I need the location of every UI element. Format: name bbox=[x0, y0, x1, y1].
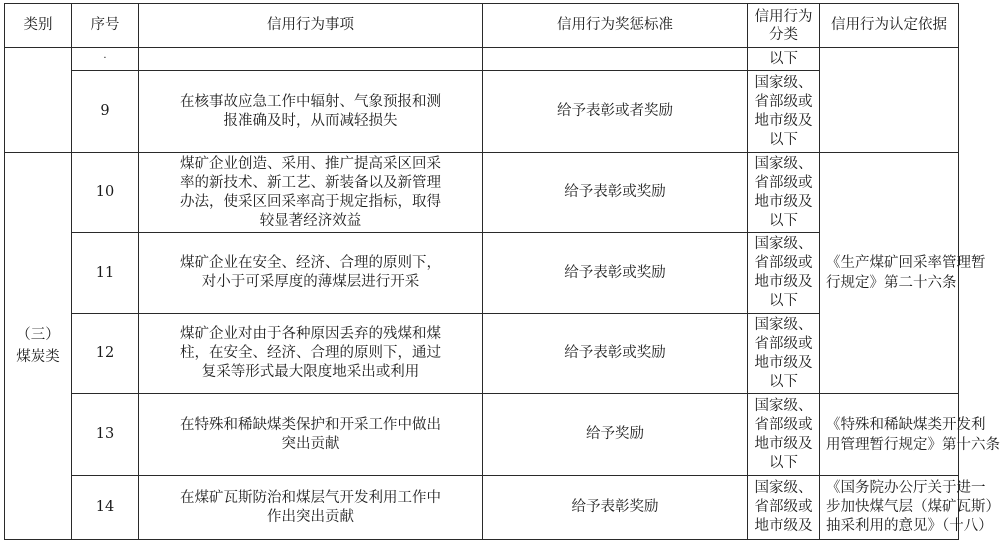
basis-cell-special: 《特殊和稀缺煤类开发利 用管理暂行规定》第十六条 bbox=[820, 394, 959, 476]
item-cell: 煤矿企业对由于各种原因丢弃的残煤和煤 柱，在安全、经济、合理的原则下，通过 复采等形式最大限度地采出或利用 bbox=[139, 314, 483, 394]
header-category: 类别 bbox=[5, 4, 72, 48]
level-cell: 国家级、 省部级或 地市级及 以下 bbox=[748, 153, 820, 233]
seq-cell: 13 bbox=[72, 394, 139, 476]
table-row bbox=[5, 71, 959, 153]
header-basis: 信用行为认定依据 bbox=[820, 4, 959, 48]
seq-cell: 9 bbox=[72, 71, 139, 153]
header-level: 信用行为 分类 bbox=[748, 4, 820, 48]
level-cell: 国家级、 省部级或 地市级及 以下 bbox=[748, 233, 820, 314]
seq-cell: · bbox=[72, 48, 139, 71]
level-cell: 国家级、 省部级或 地市级及 以下 bbox=[748, 394, 820, 476]
level-cell: 国家级、 省部级或 地市级及 bbox=[748, 476, 820, 540]
table-row bbox=[5, 48, 959, 71]
level-cell: 以下 bbox=[748, 48, 820, 71]
table-row bbox=[5, 314, 959, 394]
item-cell bbox=[139, 48, 483, 71]
table-row bbox=[5, 394, 959, 476]
item-cell: 煤矿企业创造、采用、推广提高采区回采 率的新技术、新工艺、新装备以及新管理 办法，使采区回采率高于规定指标，取得 较显著经济效益 bbox=[139, 153, 483, 233]
standard-cell: 给予奖励 bbox=[483, 394, 748, 476]
item-cell: 在核事故应急工作中辐射、气象预报和测 报准确及时，从而减轻损失 bbox=[139, 71, 483, 153]
level-cell: 国家级、 省部级或 地市级及 以下 bbox=[748, 71, 820, 153]
credit-behavior-table bbox=[4, 3, 1000, 540]
standard-cell: 给予表彰或者奖励 bbox=[483, 71, 748, 153]
table-row bbox=[5, 233, 959, 314]
basis-cell-recovery: 《生产煤矿回采率管理暂 行规定》第二十六条 bbox=[820, 153, 959, 394]
basis-cell-gas: 《国务院办公厅关于进一 步加快煤气层（煤矿瓦斯） 抽采利用的意见》（十八） bbox=[820, 476, 959, 540]
header-standard: 信用行为奖惩标准 bbox=[483, 4, 748, 48]
category-cell-coal: （三） 煤炭类 bbox=[5, 153, 72, 540]
category-cell-prev bbox=[5, 48, 72, 153]
standard-cell bbox=[483, 48, 748, 71]
standard-cell: 给予表彰或奖励 bbox=[483, 153, 748, 233]
seq-cell: 14 bbox=[72, 476, 139, 540]
item-cell: 在特殊和稀缺煤类保护和开采工作中做出 突出贡献 bbox=[139, 394, 483, 476]
standard-cell: 给予表彰或奖励 bbox=[483, 314, 748, 394]
basis-cell-prev bbox=[820, 48, 959, 153]
item-cell: 煤矿企业在安全、经济、合理的原则下， 对小于可采厚度的薄煤层进行开采 bbox=[139, 233, 483, 314]
standard-cell: 给予表彰奖励 bbox=[483, 476, 748, 540]
standard-cell: 给予表彰或奖励 bbox=[483, 233, 748, 314]
item-cell: 在煤矿瓦斯防治和煤层气开发利用工作中 作出突出贡献 bbox=[139, 476, 483, 540]
header-row bbox=[5, 4, 959, 48]
table-row bbox=[5, 153, 959, 233]
seq-cell: 11 bbox=[72, 233, 139, 314]
seq-cell: 12 bbox=[72, 314, 139, 394]
level-cell: 国家级、 省部级或 地市级及 以下 bbox=[748, 314, 820, 394]
header-item: 信用行为事项 bbox=[139, 4, 483, 48]
header-seq: 序号 bbox=[72, 4, 139, 48]
seq-cell: 10 bbox=[72, 153, 139, 233]
table-row bbox=[5, 476, 959, 540]
